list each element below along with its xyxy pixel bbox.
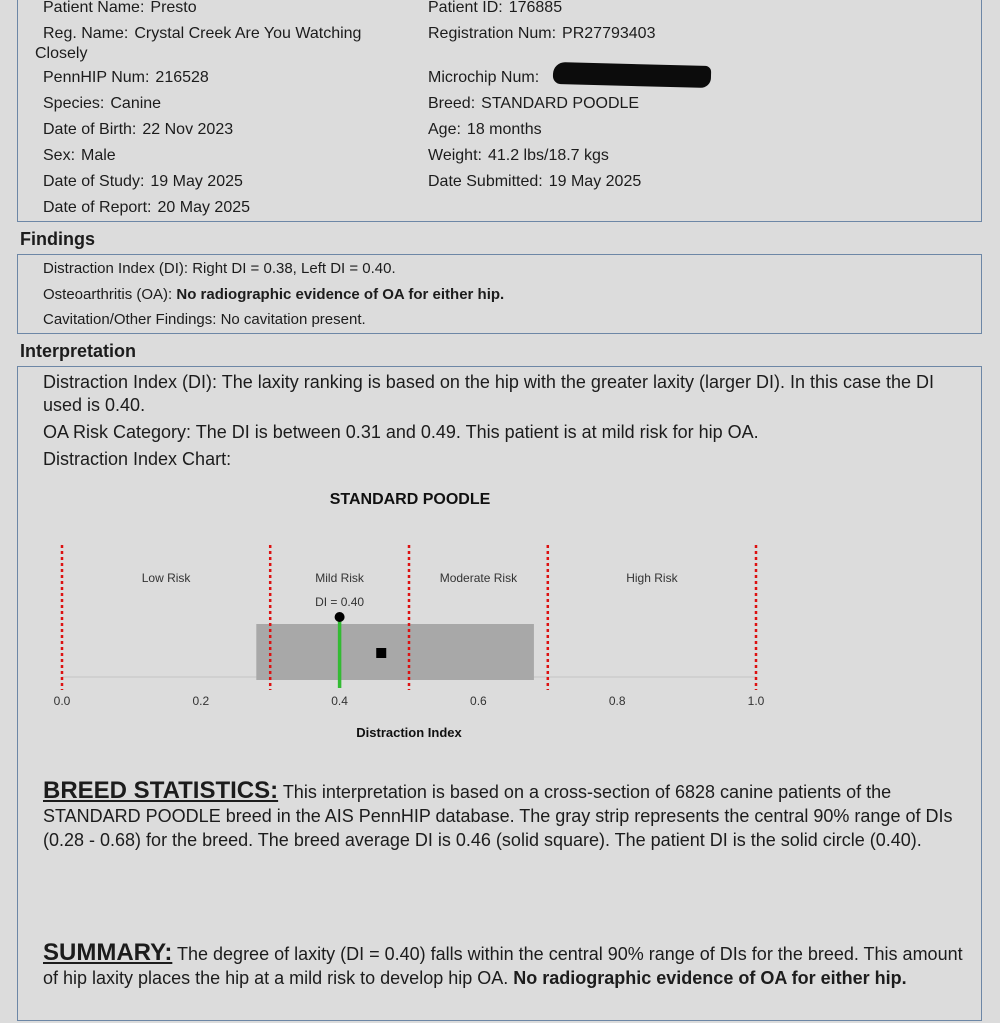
breed-field: Breed: STANDARD POODLE (428, 95, 640, 112)
zone-label-low-risk: Low Risk (141, 571, 191, 585)
zone-label-moderate-risk: Moderate Risk (439, 571, 518, 585)
summary (43, 941, 968, 990)
x-tick-label: 0.0 (53, 694, 71, 708)
age-field: Age: 18 months (428, 121, 542, 138)
patient-di-circle (335, 612, 345, 622)
interp-oa-risk: OA Risk Category: The DI is between 0.31 and 0.49. This patient is at mild risk for hip OA. (43, 422, 759, 442)
dob-field: Date of Birth: 22 Nov 2023 (43, 121, 234, 138)
summary-heading: SUMMARY: (43, 939, 173, 966)
zone-label-high-risk: High Risk (626, 571, 678, 585)
interp-di-text: Distraction Index (DI): The laxity ranking is based on the hip with the greater laxity (larger DI). In this case the DI used is 0.40. (43, 372, 935, 415)
breed-statistics-heading: BREED STATISTICS: (43, 777, 279, 804)
sex-field: Sex: Male (43, 147, 116, 164)
date-submitted-field: Date Submitted: 19 May 2025 (428, 173, 642, 190)
findings-title: Findings (20, 229, 95, 249)
x-tick-label: 0.6 (470, 694, 487, 708)
patient-id-field: Patient ID: 176885 (428, 0, 563, 16)
interp-chart-label: Distraction Index Chart: (43, 449, 232, 469)
reg-name-field: Reg. Name: Crystal Creek Are You Watching Closely (35, 25, 362, 62)
species-field: Species: Canine (43, 95, 162, 112)
breed-average-square (376, 648, 386, 658)
x-tick-label: 0.4 (331, 694, 348, 708)
x-tick-label: 0.2 (192, 694, 210, 708)
x-tick-label: 0.8 (608, 694, 626, 708)
x-axis-label: Distraction Index (356, 725, 462, 740)
breed-range-strip (256, 624, 534, 680)
summary-bold-text: No radiographic evidence of OA for either hip. (513, 968, 907, 988)
findings-di: Distraction Index (DI): Right DI = 0.38, Left DI = 0.40. (43, 260, 396, 277)
findings-oa: Osteoarthritis (OA): No radiographic evidence of OA for either hip. (43, 286, 505, 303)
interpretation-title: Interpretation (20, 341, 137, 361)
x-tick-label: 1.0 (747, 694, 765, 708)
patient-name-field: Patient Name: Presto (43, 0, 197, 16)
chart-title: STANDARD POODLE (329, 491, 491, 508)
zone-label-mild-risk: Mild Risk (315, 571, 364, 585)
patient-di-label: DI = 0.40 (315, 595, 365, 609)
weight-field: Weight: 41.2 lbs/18.7 kgs (428, 147, 609, 164)
registration-num-field: Registration Num: PR27793403 (428, 25, 656, 42)
findings-cavitation: Cavitation/Other Findings: No cavitation present. (43, 311, 366, 328)
summary-text: The degree of laxity (DI = 0.40) falls within the central 90% range of DIs for the breed. This amount of hip laxity places the hip at a mild risk to develop hip OA. (43, 944, 963, 988)
microchip-num-field: Microchip Num: (428, 69, 540, 86)
breed-statistics-text: This interpretation is based on a cross-section of 6828 canine patients of the STANDARD POODLE breed in the AIS PennHIP database. The gray strip represents the central 90% range of DIs (0.28 - 0.68) for the breed. The breed average DI is 0.46 (solid square). The patient DI is the solid circle (0.40). (43, 782, 953, 850)
breed-statistics (43, 779, 968, 852)
study-date-field: Date of Study: 19 May 2025 (43, 173, 243, 190)
report-date-field: Date of Report: 20 May 2025 (43, 199, 251, 216)
pennhip-num-field: PennHIP Num: 216528 (43, 69, 209, 86)
